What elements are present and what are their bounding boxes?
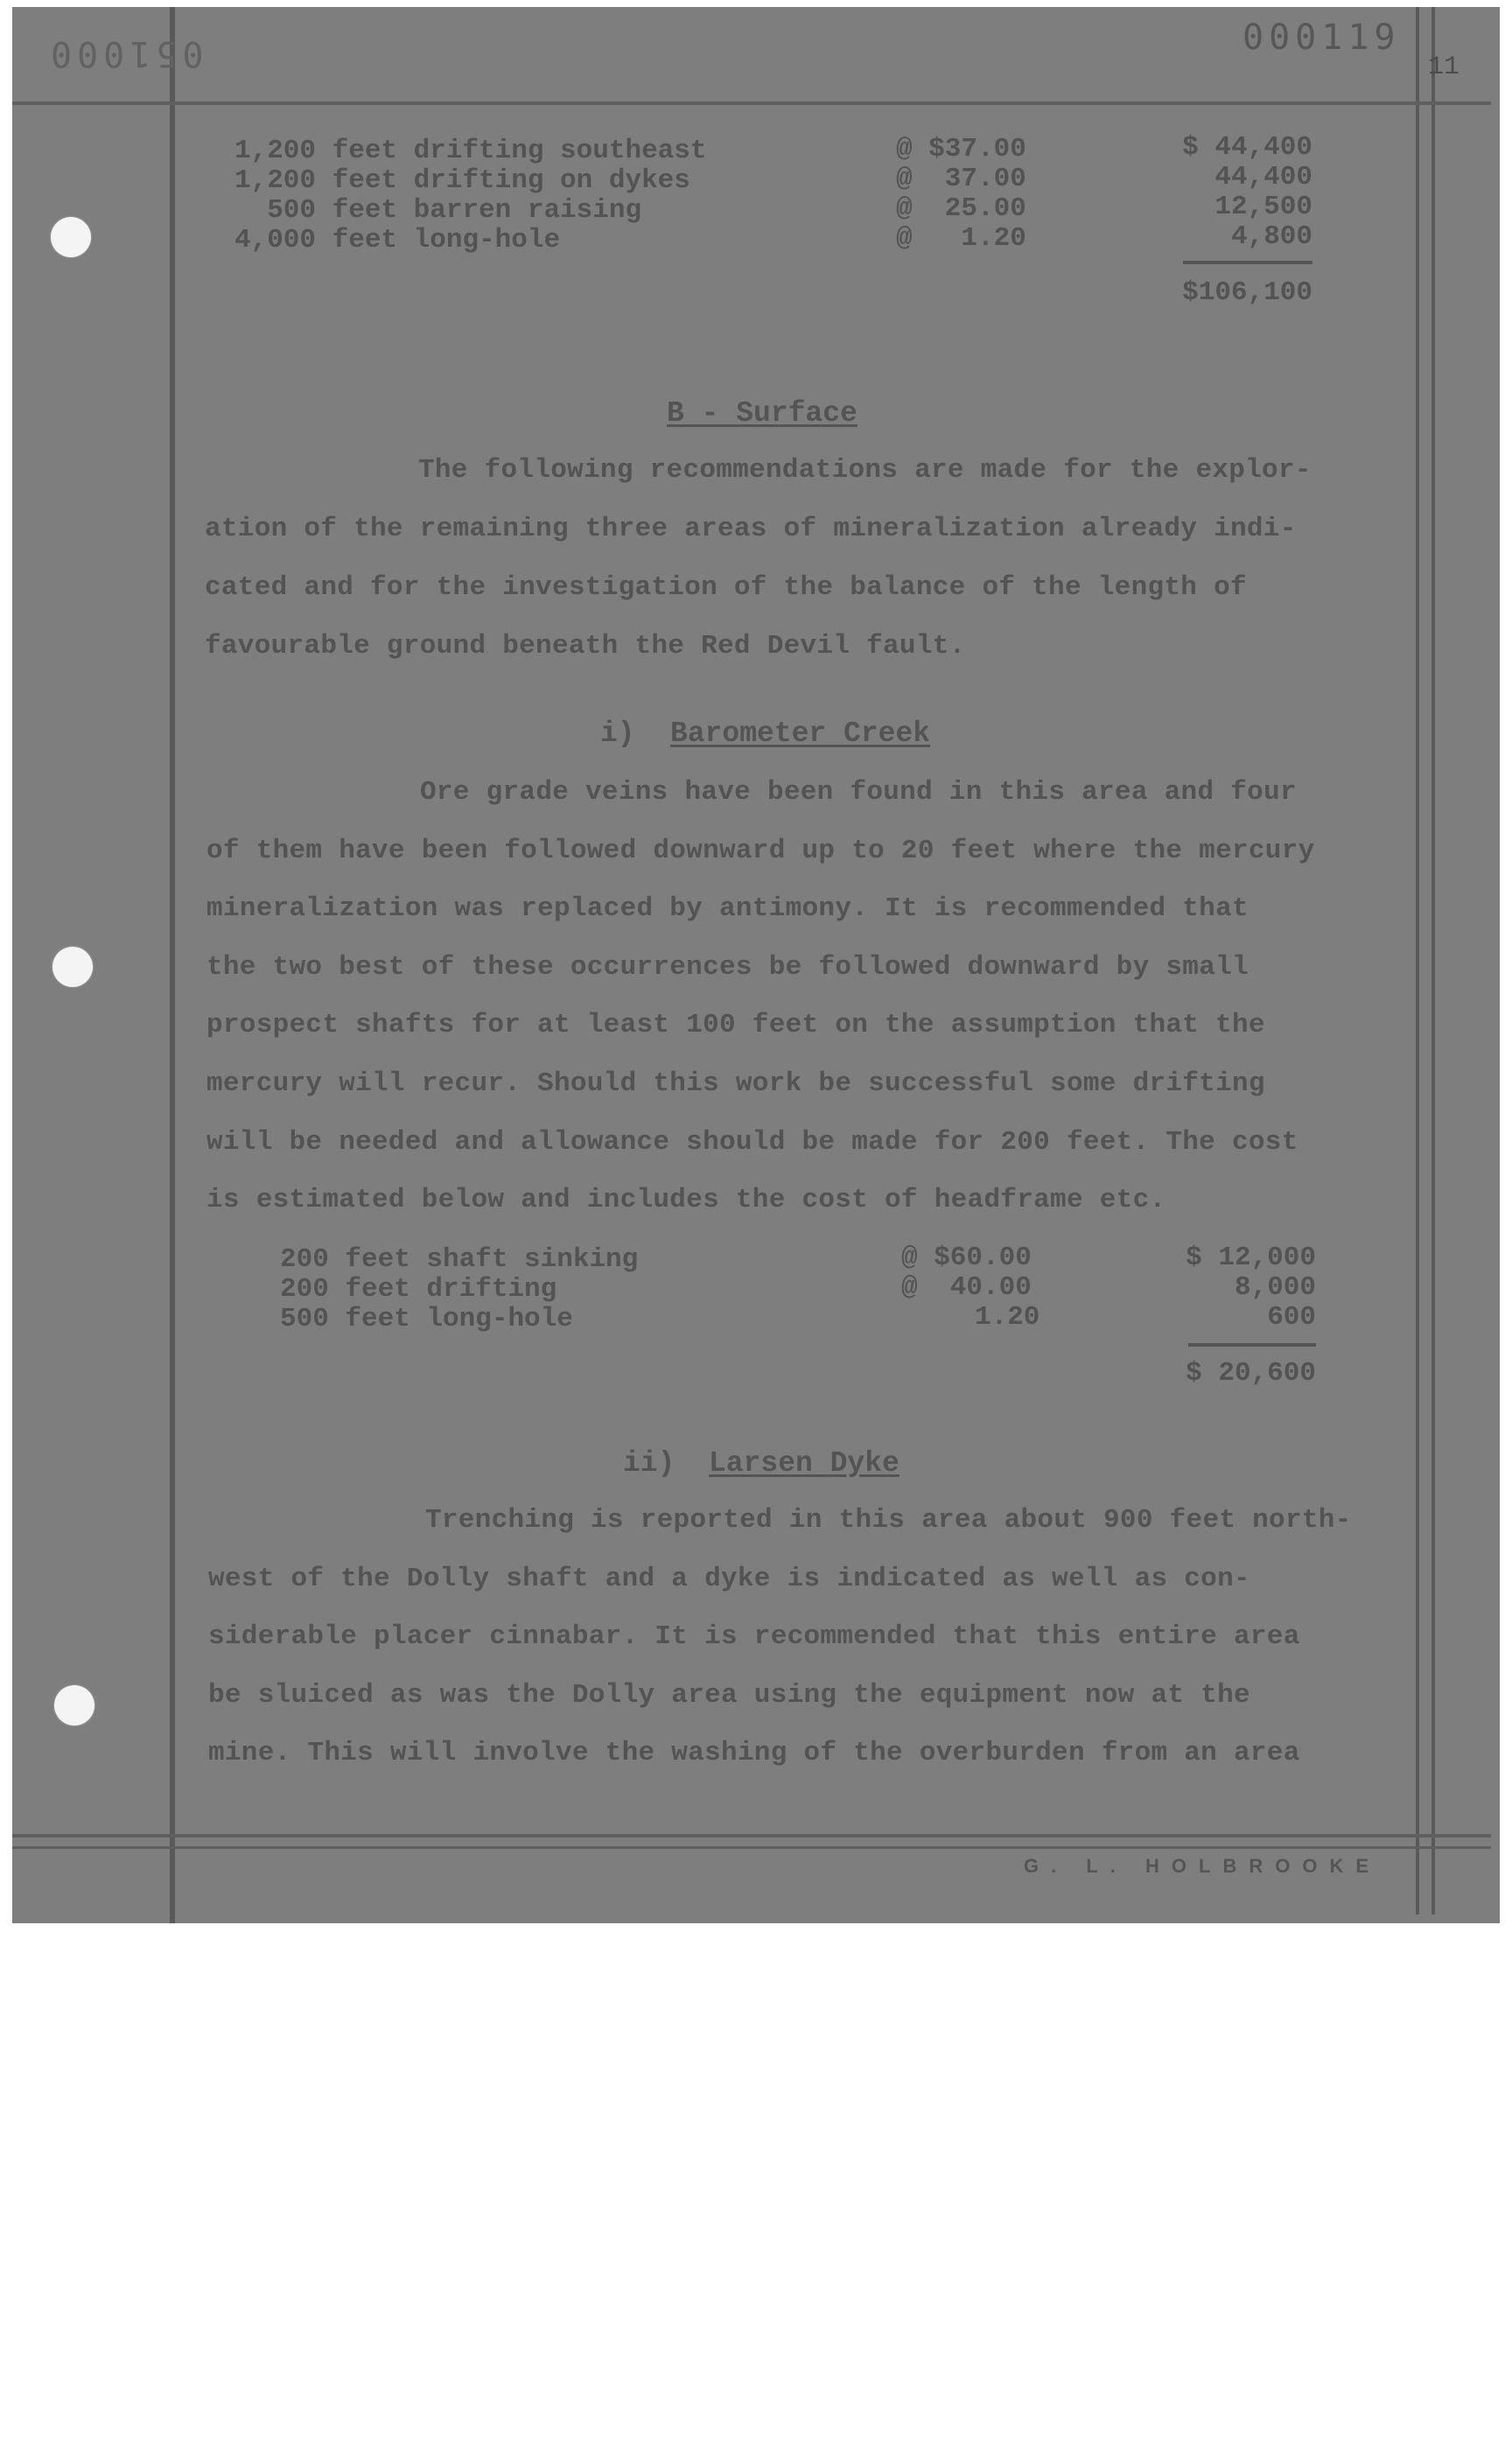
subsection-numeral: ii) [623,1447,676,1480]
table1-amount: $ 44,400 [1182,132,1312,163]
table2-total: $ 20,600 [1186,1358,1316,1389]
document-stamp-right: 000119 [1242,18,1401,58]
bottom-rule-2 [12,1846,1491,1849]
paragraph-line: siderable placer cinnabar. It is recommended that this entire area [208,1621,1300,1652]
table2-rate: 1.20 [975,1302,1040,1333]
author-footer: G. L. HOLBROOKE [1024,1855,1381,1877]
table1-item: 1,200 feet drifting southeast [234,136,707,166]
bottom-rule [12,1834,1491,1838]
binder-hole-middle [52,947,93,987]
table1-amount: 44,400 [1214,162,1312,192]
document-stamp-left: 051000 [46,33,204,74]
binder-hole-bottom [54,1685,94,1726]
table2-sum-rule [1188,1343,1316,1347]
table2-item: 200 feet drifting [280,1274,557,1305]
paragraph-line: Trenching is reported in this area about 900 feet north- [425,1505,1352,1536]
table1-amount: 12,500 [1214,192,1312,222]
table2-item: 500 feet long-hole [280,1304,573,1334]
paragraph-line: favourable ground beneath the Red Devil fault. [205,631,966,662]
right-margin-rule-2 [1432,7,1435,1914]
paragraph-line: mine. This will involve the washing of the overburden from an area [208,1738,1300,1768]
table1-item: 1,200 feet drifting on dykes [234,165,690,196]
table2-amount: $ 12,000 [1186,1242,1316,1273]
paragraph-line: of them have been followed downward up to 20 feet where the mercury [206,836,1315,866]
table2-amount: 8,000 [1234,1272,1316,1303]
top-rule [12,102,1491,105]
table1-amount: 4,800 [1230,221,1312,252]
paragraph-line: is estimated below and includes the cost of headframe etc. [206,1185,1166,1215]
paragraph-line: ation of the remaining three areas of mineralization already indi- [205,514,1297,544]
paragraph-line: Ore grade veins have been found in this area and four [420,777,1297,808]
paragraph-line: the two best of these occurrences be followed downward by small [206,952,1249,983]
table1-item: 4,000 feet long-hole [234,225,561,256]
table1-sum-rule [1183,261,1312,264]
table1-rate: @ 1.20 [896,223,1026,254]
subsection-title: Larsen Dyke [709,1447,900,1480]
paragraph-line: west of the Dolly shaft and a dyke is indicated as well as con- [208,1564,1250,1594]
table1-rate: @ 37.00 [896,164,1026,194]
subsection-numeral: i) [600,718,635,750]
blank-margin [0,1944,1512,2450]
paragraph-line: prospect shafts for at least 100 feet on the assumption that the [206,1010,1265,1040]
table1-item: 500 feet barren raising [234,195,642,226]
binder-hole-top [51,217,91,257]
page-number: 11 [1428,52,1460,82]
paragraph-line: mercury will recur. Should this work be successful some drifting [206,1068,1265,1099]
paragraph-line: The following recommendations are made for the explor- [418,455,1312,486]
paragraph-line: mineralization was replaced by antimony. It is recommended that [206,893,1249,924]
table1-total: $106,100 [1182,277,1312,308]
table2-rate: @ $60.00 [901,1242,1032,1273]
paragraph-line: be sluiced as was the Dolly area using the equipment now at the [208,1680,1250,1711]
table2-item: 200 feet shaft sinking [280,1244,639,1275]
paragraph-line: cated and for the investigation of the balance of the length of [205,572,1247,603]
table1-rate: @ 25.00 [896,193,1026,224]
table2-rate: @ 40.00 [901,1272,1032,1303]
section-heading: B - Surface [667,397,858,430]
table2-amount: 600 [1267,1302,1316,1333]
left-margin-rule [170,7,175,1923]
paragraph-line: will be needed and allowance should be made for 200 feet. The cost [206,1127,1298,1158]
subsection-title: Barometer Creek [670,718,931,750]
right-margin-rule [1416,7,1419,1914]
table1-rate: @ $37.00 [896,134,1026,164]
